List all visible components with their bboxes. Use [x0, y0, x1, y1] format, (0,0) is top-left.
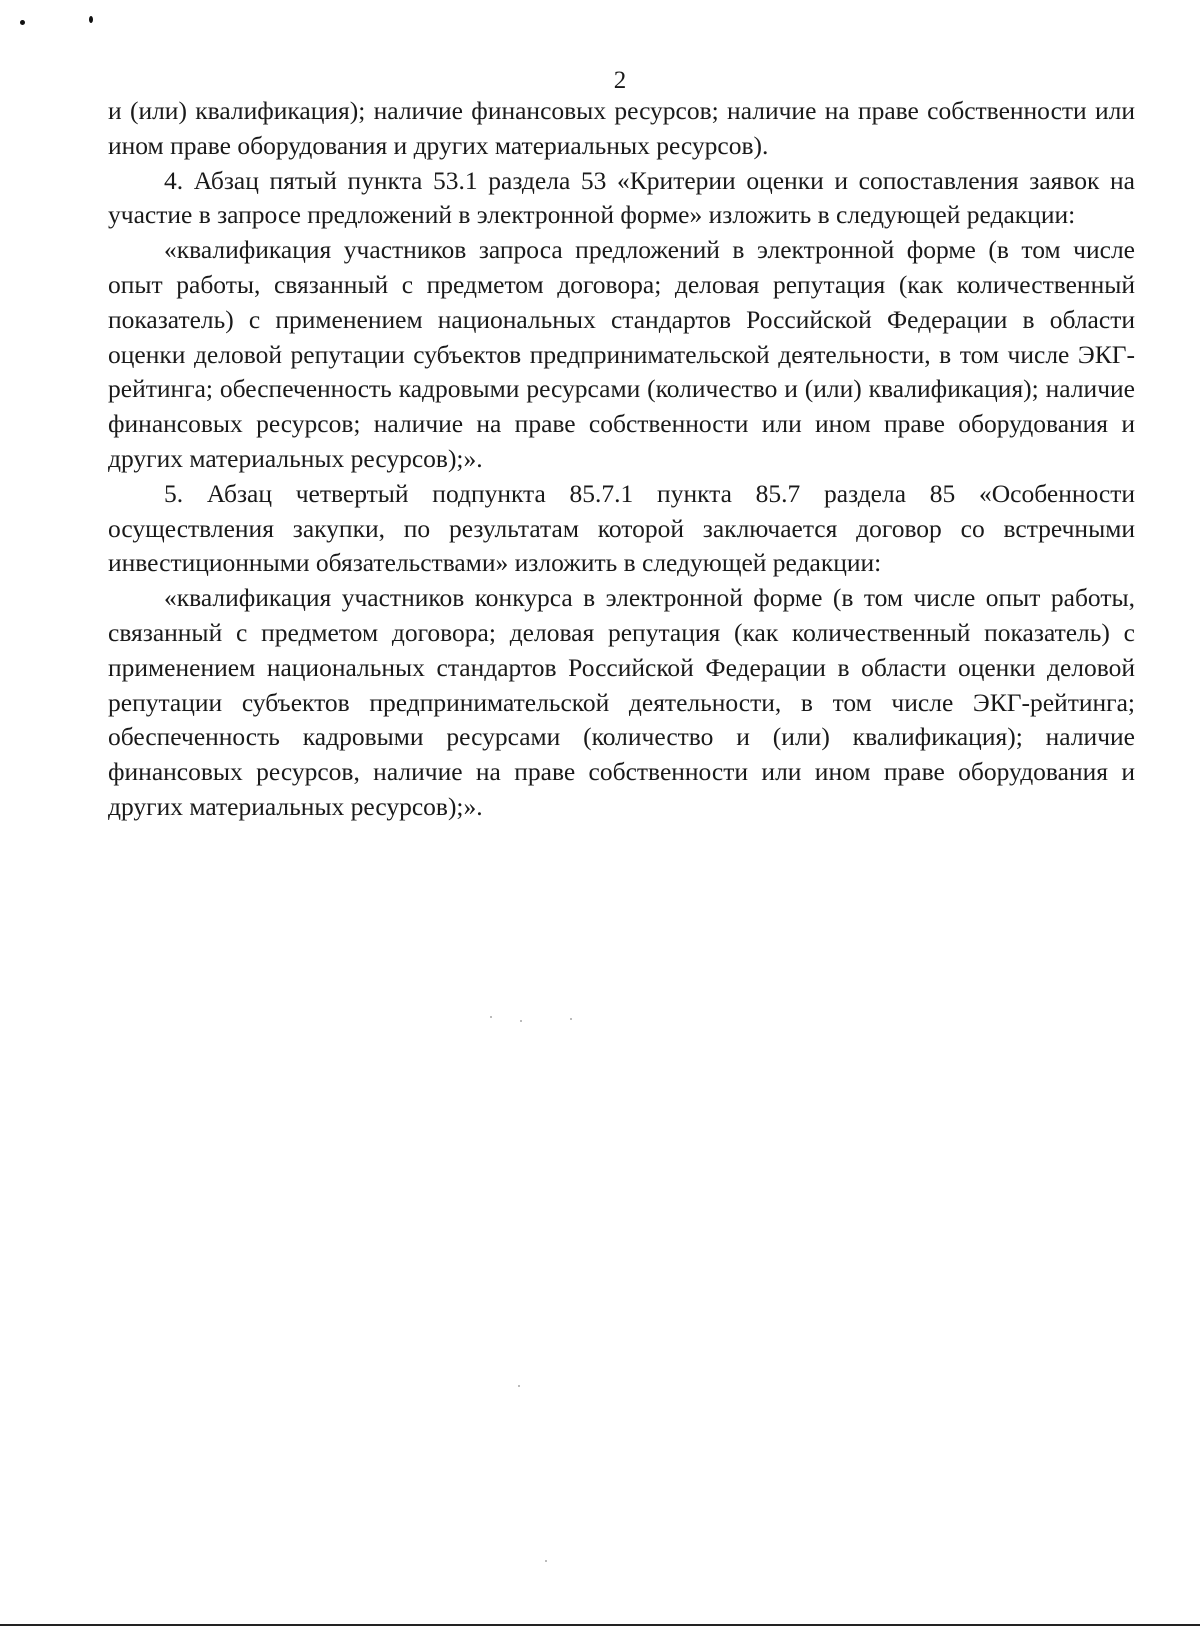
scan-artifact-dot: [89, 16, 93, 23]
scan-noise-speck: [520, 1020, 522, 1022]
page-number: 2: [613, 67, 627, 94]
scan-noise-speck: [570, 1018, 572, 1020]
scan-noise-speck: [545, 1560, 547, 1562]
document-body: [108, 94, 1135, 825]
paragraph-quote-item-5: «квалификация участников конкурса в электронной форме (в том числе опыт работы, связанный с предметом договора; деловая репутация (как количественный показатель) с применением национальных стандартов Российской Федерации в области оценки деловой репутации субъектов предпринимательской деятельности, в том числе ЭКГ-рейтинга; обеспеченность кадровыми ресурсами (количество и (или) квалификация); наличие финансовых ресурсов, наличие на праве собственности или ином праве оборудования и других материальных ресурсов);».: [108, 583, 1135, 821]
scan-noise-speck: [490, 1016, 492, 1018]
paragraph-item-5: 5. Абзац четвертый подпункта 85.7.1 пункта 85.7 раздела 85 «Особенности осуществления закупки, по результатам которой заключается договор со встречными инвестиционными обязательствами» изложить в следующей редакции:: [108, 478, 1135, 578]
paragraph-quote-item-4: «квалификация участников запроса предложений в электронной форме (в том числе опыт работы, связанный с предметом договора; деловая репутация (как количественный показатель) с применением национальных стандартов Российской Федерации в области оценки деловой репутации субъектов предпринимательской деятельности, в том числе ЭКГ-рейтинга; обеспеченность кадровыми ресурсами (количество и (или) квалификация); наличие финансовых ресурсов; наличие на праве собственности или ином праве оборудования и других материальных ресурсов);».: [108, 235, 1135, 473]
scan-noise-speck: [518, 1385, 520, 1387]
scan-artifact-dot: [20, 20, 25, 25]
paragraph-continuation: и (или) квалификация); наличие финансовых ресурсов; наличие на праве собственности или ином праве оборудования и других материальных ресурсов).: [108, 96, 1135, 160]
paragraph-item-4: 4. Абзац пятый пункта 53.1 раздела 53 «Критерии оценки и сопоставления заявок на участие в запросе предложений в электронной форме» изложить в следующей редакции:: [108, 165, 1135, 230]
